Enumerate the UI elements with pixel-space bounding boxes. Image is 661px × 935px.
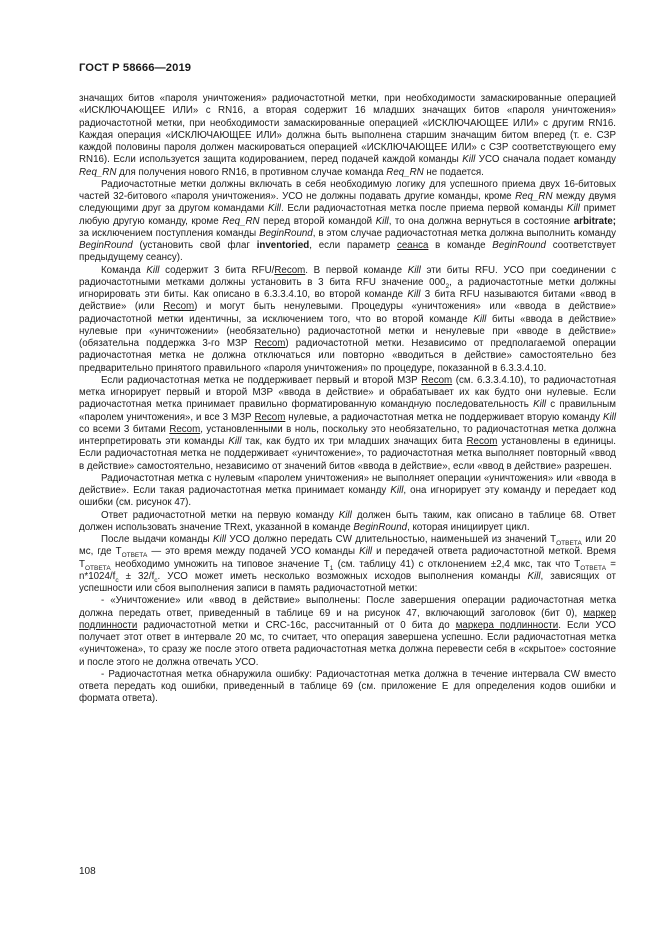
document-header: ГОСТ Р 58666—2019	[79, 62, 192, 74]
page-number: 108	[79, 866, 96, 877]
paragraph-2: Радиочастотные метки должны включать в себя необходимую логику для успешного приема двух 16-битовых частей 32-битового «пароля уничтожения». УСО не должны подавать другие команды, кроме Req_RN между двумя следующими друг за другом командами Kill. Если радиочастотная метка после приема первой команды Kill примет любую другую команду, кроме Req_RN перед второй командой Kill, то она должна вернуться в состояние arbitrate; за исключением поступления команды BeginRound, в этом случае радиочастотная метка должна выполнить команду BeginRound (установить свой флаг inventoried, если параметр сеанса в команде BeginRound соответствует предыдущему сеансу).	[79, 178, 617, 264]
paragraph-7: После выдачи команды Kill УСО должно передать CW длительностью, наименьшей из значений $T_{ОТВЕТА}$ или 20 мс, где $T_{ОТВЕТА}$ — это время между подачей УСО команды Kill и передачей ответа радиочастотной меткой. Время $T_{ОТВЕТА}$ необходимо умножить на типовое значение $T_1$ (см. таблицу 41) с отклонением ±2,4 мкс, так что $T_{ОТВЕТА} = n*1024/f_c \pm 32/f_c$. УСО может иметь несколько возможных исходов выполнения команды Kill, зависящих от успешности или сбоя выполнения записи в память радиочастотной метки:	[79, 534, 616, 594]
document-body	[79, 93, 616, 706]
paragraph-3: Команда Kill содержит 3 бита RFU/Recom. В первой команде Kill эти биты RFU. УСО при соединении с радиочастотными метками должны установить в 3 бита RFU значение $000_2$, а радиочастотные метки должны игнорировать эти биты. Как описано в 6.3.3.4.10, во второй команде Kill 3 бита RFU называются битами «ввод в действие» (или Recom) и могут быть ненулевыми. Процедуры «уничтожения» или «ввода в действие» радиочастотной метки идентичны, за исключением того, что во второй команде Kill биты «ввода в действие» нулевые при «уничтожении» (необязательно) радиочастотной метки и ненулевые при «вводе в действие» (обязательна поддержка 3-го МЗР Recom) радиочастотной метки. Независимо от предполагаемой операции радиочастотная метка не должна отключаться или повторно «вводиться в действие» самостоятельно без предварительно принятого правильного «пароля уничтожения» по процедуре, показанной в 6.3.3.4.10.	[79, 264, 616, 374]
paragraph-5: Радиочастотная метка с нулевым «паролем уничтожения» не выполняет операции «уничтожения» или «ввода в действие». Если такая радиочастотная метка принимает команду Kill, она игнорирует эту команду и передает код ошибки (см. рисунок 47).	[79, 472, 616, 509]
paragraph-8: - «Уничтожение» или «ввод в действие» выполнены: После завершения операции радиочастотная метка должна передать ответ, приведенный в таблице 69 и на рисунок 47, включающий заголовок (бит 0), маркер подлинности радиочастотной метки и CRC-16c, рассчитанный от 0 бита до маркера подлинности. Если УСО получает этот ответ в интервале 20 мс, то считает, что операция завершена успешно. Если радиочастотная метка «уничтожена», то сразу же после этого ответа радиочастотная метка должна перевести себя в «скрытое» состояние и после этого не должна отвечать УСО.	[79, 595, 616, 668]
paragraph-9: - Радиочастотная метка обнаружила ошибку: Радиочастотная метка должна в течение интервала CW вместо ответа передать код ошибки, приведенный в таблице 69 (см. приложение Е для определения кодов ошибки и формата ответа).	[79, 668, 616, 705]
paragraph-4: Если радиочастотная метка не поддерживает первый и второй МЗР Recom (см. 6.3.3.4.10), то радиочастотная метка игнорирует первый и второй МЗР «ввода в действие» и обрабатывает их как будто они нулевые. Если радиочастотная метка принимает правильно форматированную командную последовательность Kill с правильным «паролем уничтожения», и все 3 МЗР Recom нулевые, а радиочастотная метка не поддерживает вторую команду Kill со всеми 3 битами Recom, установленными в ноль, поскольку это необязательно, то радиочастотная метка должна интерпретировать эти команды Kill так, как будто их три младших значащих бита Recom установлены в единицы. Если радиочастотная метка не поддерживает «уничтожение», то радиочастотная метка выполняет повторный «ввод в действие» самостоятельно, независимо от значений битов «ввода в действие», если «ввод в действие» разрешен.	[79, 374, 617, 472]
paragraph-6: Ответ радиочастотной метки на первую команду Kill должен быть таким, как описано в таблице 68. Ответ должен использовать значение TRext, указанной в команде BeginRound, которая инициирует цикл.	[79, 509, 616, 533]
paragraph-1: значащих битов «пароля уничтожения» радиочастотной метки, при необходимости замаскированные операцией «ИСКЛЮЧАЮЩЕЕ ИЛИ» с RN16, а вторая содержит 16 младших значащих битов «пароля уничтожения» радиочастотной метки, при необходимости замаскированные операцией «ИСКЛЮЧАЮЩЕЕ ИЛИ» с другим RN16. Каждая операция «ИСКЛЮЧАЮЩЕЕ ИЛИ» должна быть выполнена старшим значащим битом вперед (т. е. СЗР каждой половины пароля должен маскироваться операцией «ИСКЛЮЧАЮЩЕЕ ИЛИ» с СЗР соответствующего ему RN16). Если используется защита кодированием, перед подачей каждой команды Kill УСО сначала подает команду Req_RN для получения нового RN16, в противном случае команда Req_RN не подается.	[79, 93, 617, 178]
